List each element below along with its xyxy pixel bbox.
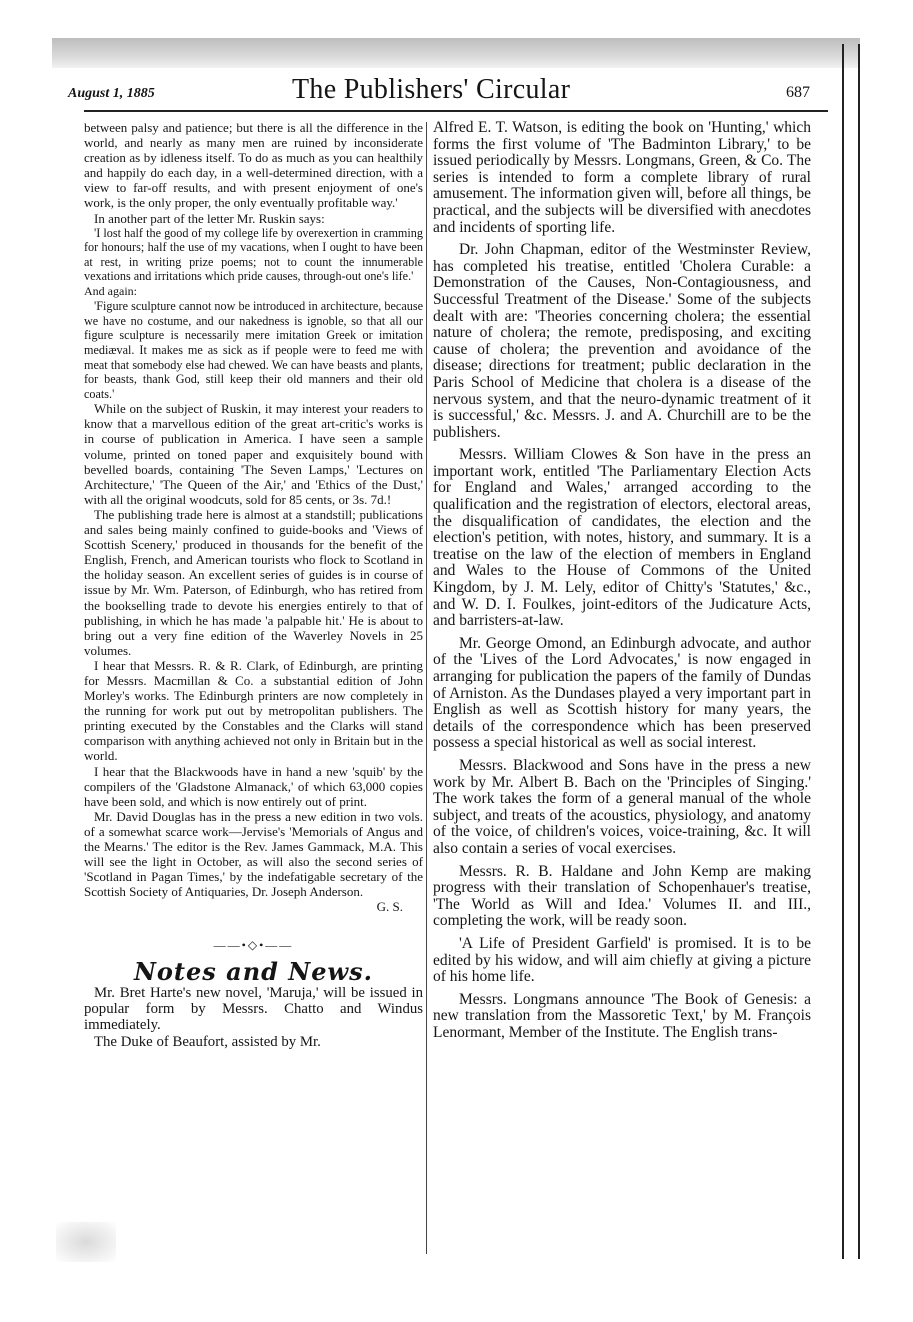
- paragraph: Messrs. Blackwood and Sons have in the press a new work by Mr. Albert B. Bach on the 'Principles of Singing.' The work takes the form of a general manual of the whole subject, and treats of the acoustics, physiology, and anatomy of the voice, of children's voices, voice-training, &c. It will also contain a series of vocal exercises.: [433, 756, 811, 857]
- publication-title: The Publishers' Circular: [292, 74, 571, 105]
- paragraph: Messrs. R. B. Haldane and John Kemp are making progress with their translation of Schopenhauer's treatise, 'The World as Will and Idea.' Volumes II. and III., completing the work, will be ready soon.: [433, 862, 811, 930]
- paragraph: Mr. David Douglas has in the press a new edition in two vols. of a somewhat scarce work—Jervise's 'Memorials of Angus and the Mearns.' The editor is the Rev. James Gammack, M.A. This will see the light in October, as will also the second series of 'Scotland in Pagan Times,' by the indefatigable secretary of the Scottish Society of Antiquaries, Dr. Joseph Anderson.: [84, 808, 423, 900]
- quotation: 'I lost half the good of my college life by overexertion in cramming for honours; half the use of my vacations, when I ought to have been at rest, in writing prize poems; not to count the innumerable vexations and irritations which pride causes, through-out one's life.': [84, 225, 423, 284]
- paragraph: The publishing trade here is almost at a standstill; publications and sales being mainly confined to guide-books and 'Views of Scottish Scenery,' produced in thousands for the benefit of the English, French, and American tourists who flock to Scotland in the holiday season. An excellent series of guides is in course of issue by Mr. Wm. Paterson, of Edinburgh, who has retired from the bookselling trade to devote his energies entirely to that of publishing, in which he has made 'a palpable hit.' He is about to bring out a very fine edition of the Waverley Novels in 25 volumes.: [84, 506, 423, 658]
- paragraph: In another part of the letter Mr. Ruskin says:: [94, 210, 325, 226]
- paragraph: I hear that Messrs. R. & R. Clark, of Edinburgh, are printing for Messrs. Macmillan & Co. a substantial edition of John Morley's works. The Edinburgh printers are now completely in the running for work put out by metropolitan publishers. The printing executed by the Constables and the Clarks will stand comparison with anything achieved not only in Britain but in the world.: [84, 657, 423, 764]
- left-column: [84, 120, 423, 1050]
- news-paragraph: The Duke of Beaufort, assisted by Mr.: [94, 1033, 321, 1050]
- section-heading: Notes and News.: [133, 956, 374, 986]
- header-rule: [84, 110, 828, 112]
- paragraph: Dr. John Chapman, editor of the Westminster Review, has completed his treatise, entitled 'Cholera Curable: a Demonstration of the Causes, Non-Contagiousness, and Successful Treatment of the Disease.' Some of the subjects dealt with are: 'Theories concerning cholera; the essential nature of cholera; the remote, predisposing, and exciting cause of cholera; the prevention and avoidance of the disease; directions for treatment; public declaration in the Paris School of Medicine that cholera is a disease of the nervous system, and that the neuro-dynamic treatment of it is successful,' &c. Messrs. J. and A. Churchill are to be the publishers.: [433, 241, 811, 441]
- paragraph: Mr. George Omond, an Edinburgh advocate, and author of the 'Lives of the Lord Advocates,' is now engaged in arranging for publication the papers of the family of Dundas of Arniston. As the Dundases played a very important part in English as well as Scottish history for many years, the details of the correspondence which has been preserved possess a special historical as well as social interest.: [433, 634, 811, 752]
- paragraph: While on the subject of Ruskin, it may interest your readers to know that a marvellous edition of the great art-critic's works is in course of publication in America. I have seen a sample volume, printed on toned paper and exquisitely bound with bevelled boards, containing 'The Seven Lamps,' 'Lectures on Architecture,' 'The Queen of the Air,' and 'Ethics of the Dust,' with all the original woodcuts, sold for 85 cents, or 3s. 7d.!: [84, 401, 423, 507]
- right-column: [433, 120, 811, 1047]
- author-signature: G. S.: [376, 899, 403, 915]
- quotation: 'Figure sculpture cannot now be introduced in architecture, because we have no costume, and our nakedness is ignoble, so that all our figure sculpture is necessarily mere imitation Greek or imitation mediæval. It makes me as sick as if people were to feed me with meat that somebody else had chewed. We can have beasts and plants, for beasts, thank God, still keep their old manners and their old coats.': [84, 299, 423, 401]
- page-header: [64, 74, 814, 108]
- paragraph: Messrs. Longmans announce 'The Book of Genesis: a new translation from the Massoretic Text,' by M. François Lenormant, Member of the Institute. The English trans-: [433, 990, 811, 1041]
- scan-top-band: [52, 38, 860, 68]
- section-ornament: ——•◇•——: [213, 938, 294, 953]
- scan-smudge: [56, 1222, 116, 1262]
- scan-binding-edge: [842, 44, 860, 1259]
- paragraph: I hear that the Blackwoods have in hand a new 'squib' by the compilers of the 'Gladstone Almanack,' of which 63,000 copies have been sold, and which is now entirely out of print.: [84, 763, 423, 809]
- issue-date: August 1, 1885: [68, 86, 155, 101]
- paragraph: And again:: [84, 284, 137, 299]
- news-paragraph: Mr. Bret Harte's new novel, 'Maruja,' will be issued in popular form by Messrs. Chatto and Windus immediately.: [84, 984, 423, 1034]
- paragraph: between palsy and patience; but there is all the difference in the world, and nearly as many men are ruined by inconsiderate creation as by idleness itself. To do as much as you can healthily and happily do each day, in a well-determined direction, with a view to far-off results, and with present enjoyment of one's work, is the only proper, the only eventually profitable way.': [84, 120, 423, 211]
- column-divider: [426, 122, 427, 1254]
- paragraph: Messrs. William Clowes & Son have in the press an important work, entitled 'The Parliamentary Election Acts for England and Wales,' arranged according to the qualification and the registration of electors, electoral areas, the disqualification of candidates, the election and the election's petition, with notes, history, and summary. It is a treatise on the law of the election of members in England and Wales to the House of Commons of the United Kingdom, by J. M. Lely, editor of Chitty's 'Statutes,' &c., and W. D. I. Foulkes, joint-editors of the Judicature Acts, and barristers-at-law.: [433, 446, 811, 630]
- paragraph: Alfred E. T. Watson, is editing the book on 'Hunting,' which forms the first volume of 'The Badminton Library,' to be issued periodically by Messrs. Longmans, Green, & Co. The series is intended to form a complete library of rural amusement. The information given will, before all things, be practical, and the subjects will be diversified with anecdotes and incidents of sporting life.: [433, 119, 811, 236]
- page-number: 687: [786, 84, 810, 101]
- paragraph: 'A Life of President Garfield' is promised. It is to be edited by his widow, and will aim chiefly at giving a picture of his home life.: [433, 934, 811, 986]
